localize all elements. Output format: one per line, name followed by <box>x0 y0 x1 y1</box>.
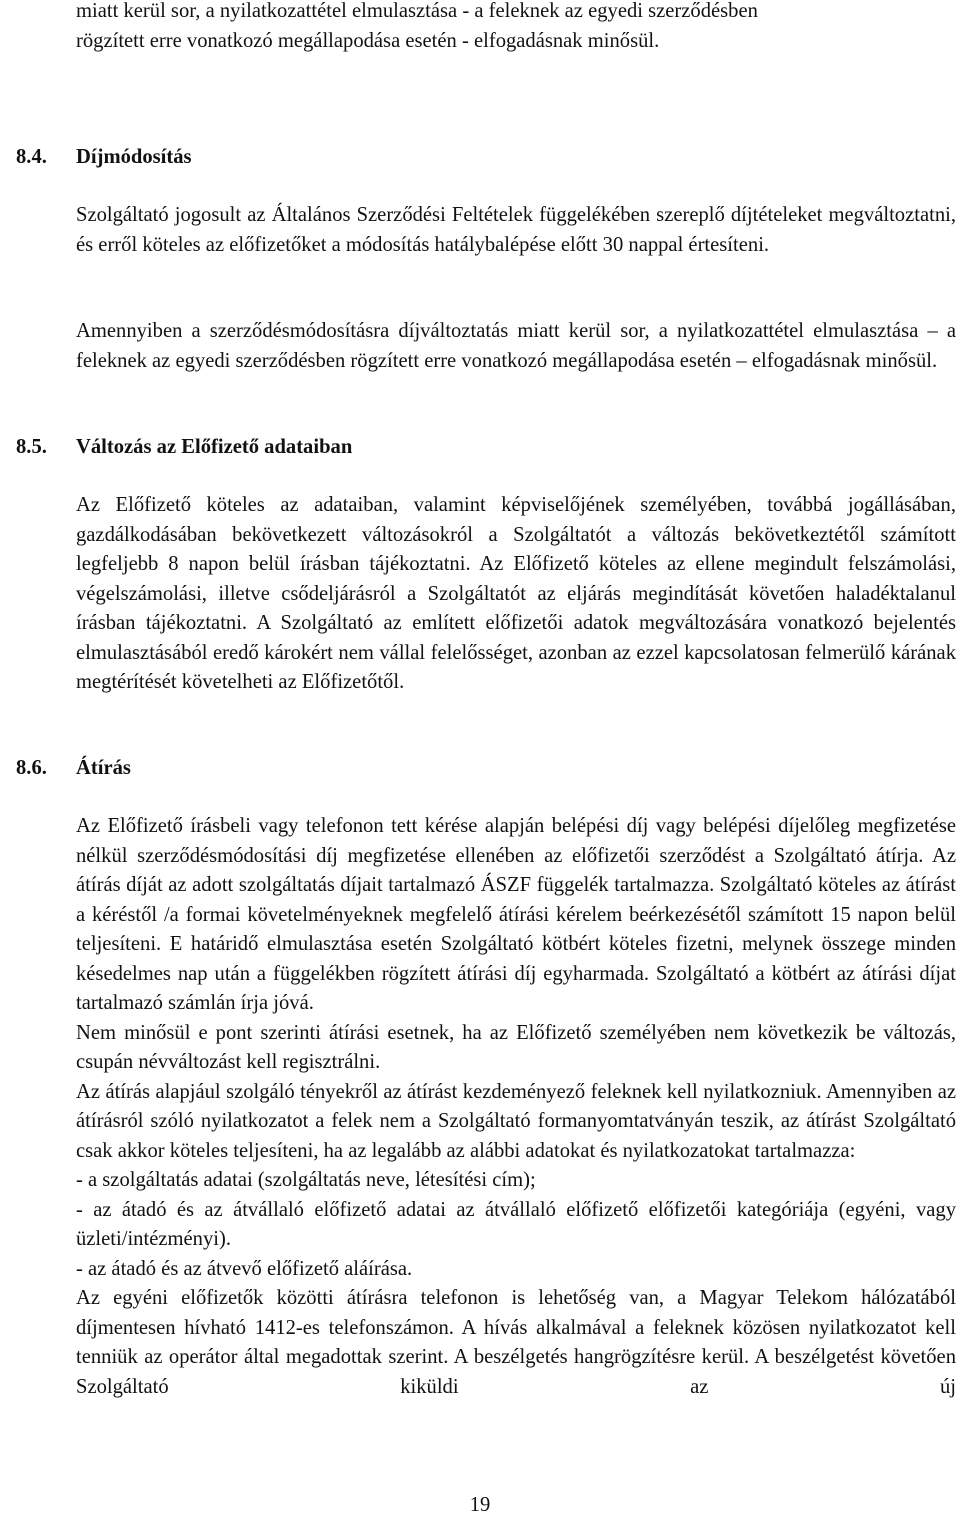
section-8-6-paragraph-4: Az egyéni előfizetők közötti átírásra telefonon is lehetőség van, a Magyar Telekom hálózatából díjmentesen hívható 1412-es telefonszámon. A hívás alkalmával a feleknek közösen nyilatkozatot kell tenniük az operátor által megadottak szerint. A beszélgetés hangrögzítésre kerül. A beszélgetést követően Szolgáltató kiküldi az új <box>76 1287 956 1398</box>
top-fragment-line-1: miatt kerül sor, a nyilatkozattétel elmulasztása - a feleknek az egyedi szerződésben <box>76 0 758 22</box>
page-number: 19 <box>469 1494 491 1516</box>
section-8-6-paragraph-2: Nem minősül e pont szerinti átírási esetnek, ha az Előfizető személyében nem következik be változás, csupán névváltozást kell regisztrálni. <box>76 1021 956 1073</box>
required-data-list <box>76 1166 956 1284</box>
section-8-4-paragraph-2: Amennyiben a szerződésmódosításra díjváltoztatás miatt kerül sor, a nyilatkozattétel elmulasztása – a feleknek az egyedi szerződésben rögzített erre vonatkozó megállapodása esetén – elfogadásnak minősül. <box>76 320 956 372</box>
section-8-5-title: Változás az Előfizető adataiban <box>76 436 353 458</box>
section-8-6-paragraph-1: Az Előfizető írásbeli vagy telefonon tett kérése alapján belépési díj vagy belépési díjelőleg megfizetése nélkül szerződésmódosítási díj megfizetése ellenében az előfizetői szerződést a Szolgáltató átírja. Az átírás díját az adott szolgáltatás díjait tartalmazó ÁSZF függelék tartalmazza. Szolgáltató köteles az átírást a kéréstől /a formai követelményeknek megfelelő átírási kérelem beérkezésétől számított 15 napon belül teljesíteni. E határidő elmulasztása esetén Szolgáltató kötbért köteles fizetni, melynek összege minden késedelmes nap után a függelékben rögzített átírási díj egyharmada. Szolgáltató a kötbért az átírási díjat tartalmazó számlán írja jóvá. <box>76 815 956 1014</box>
top-fragment-line-2: rögzített erre vonatkozó megállapodása esetén - elfogadásnak minősül. <box>76 29 660 52</box>
section-8-5-number: 8.5. <box>16 436 47 458</box>
section-8-6-paragraph-3: Az átírás alapjául szolgáló tényekről az átírást kezdeményező feleknek kell nyilatkozniuk. Amennyiben az átírásról szóló nyilatkozatot a felek nem a Szolgáltató formanyomtatványán teszik, az átírást Szolgáltató csak akkor köteles teljesíteni, ha az legalább az alábbi adatokat és nyilatkozatokat tartalmazza: <box>76 1080 956 1162</box>
section-8-4-paragraph-1: Szolgáltató jogosult az Általános Szerződési Feltételek függelékében szereplő díjtételeket megváltoztatni, és erről köteles az előfizetőket a módosítás hatálybalépése előtt 30 nappal értesíteni. <box>76 204 956 256</box>
section-8-4-title: Díjmódosítás <box>76 146 192 168</box>
list-item: - a szolgáltatás adatai (szolgáltatás neve, létesítési cím); <box>76 1169 536 1191</box>
section-8-6-title: Átírás <box>76 757 131 779</box>
section-8-5-paragraph-1: Az Előfizető köteles az adataiban, valamint képviselőjének személyében, továbbá jogállásában, gazdálkodásában bekövetkezett változásokról a Szolgáltatót a változás bekövetkeztétől számított legfeljebb 8 napon belül írásban tájékoztatni. Az Előfizető köteles az ellene megindult felszámolási, végelszámolási, illetve csődeljárásról a Szolgáltatót az eljárás megindítását követően haladéktalanul írásban tájékoztatni. A Szolgáltató az említett előfizetői adatok megváltozására vonatkozó bejelentés elmulasztásából eredő károkért nem vállal felelősséget, azonban az ezzel kapcsolatosan felmerülő kárának megtérítését követelheti az Előfizetőtől. <box>76 494 956 693</box>
top-fragment <box>76 0 956 56</box>
section-8-4-number: 8.4. <box>16 146 47 168</box>
section-8-6-body <box>76 812 956 1402</box>
section-8-6-number: 8.6. <box>16 757 47 779</box>
list-item: - az átadó és az átvállaló előfizető adatai az átvállaló előfizető előfizetői kategóriája (egyéni, vagy üzleti/intézményi). <box>76 1198 956 1250</box>
list-item: - az átadó és az átvevő előfizető aláírása. <box>76 1257 413 1280</box>
